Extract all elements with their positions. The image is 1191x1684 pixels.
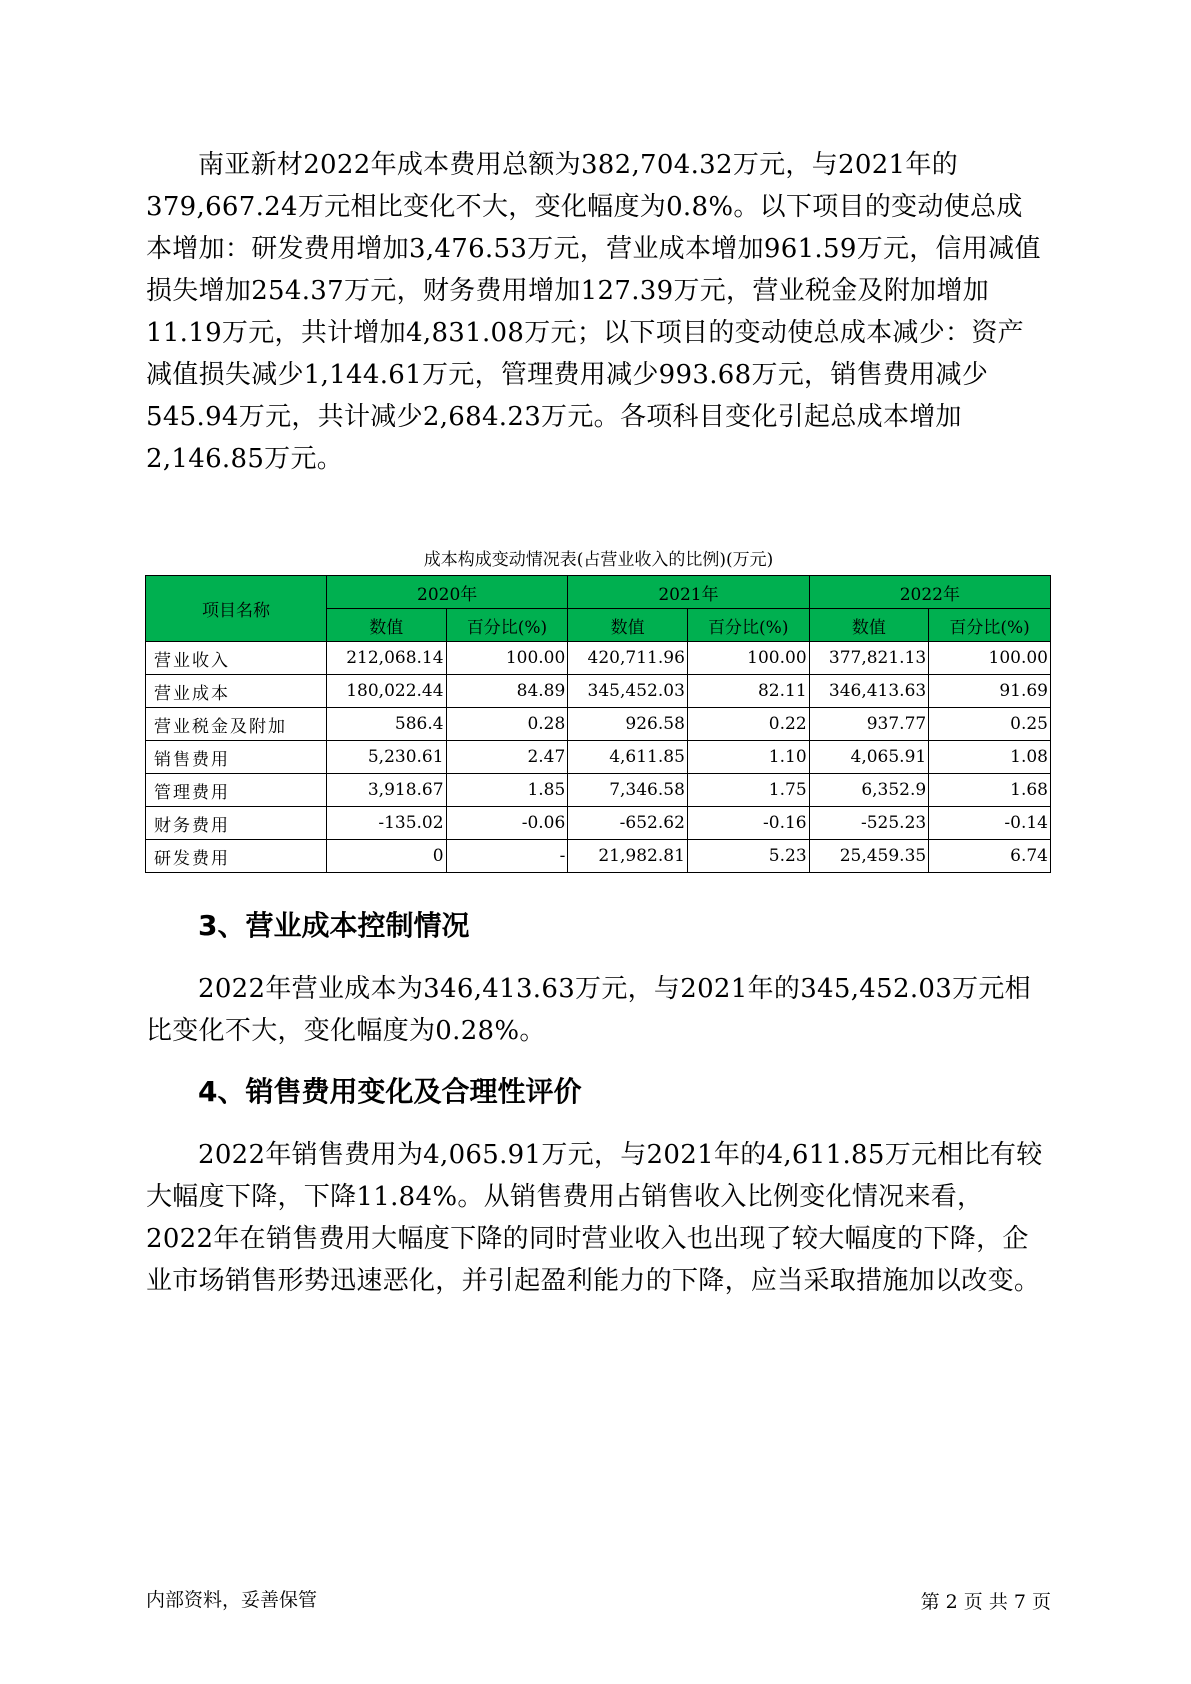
table-row [146, 807, 1051, 840]
paragraph-operating-cost: 2022年营业成本为346,413.63万元，与2021年的345,452.03万元相比变化不大，变化幅度为0.28%。 [146, 974, 1031, 1046]
section-heading-4: 4、销售费用变化及合理性评价 [198, 1075, 582, 1108]
cell-percent: 100.00 [687, 642, 809, 675]
cell-percent: -0.16 [687, 807, 809, 840]
cell-value: 7,346.58 [568, 774, 688, 807]
cell-value: 180,022.44 [326, 675, 446, 708]
cell-percent: 0.25 [929, 708, 1051, 741]
cell-percent: 0.28 [446, 708, 568, 741]
header-year-2022: 2022年 [809, 576, 1050, 609]
cell-value: 0 [326, 840, 446, 873]
cell-percent: 1.75 [687, 774, 809, 807]
row-item-name: 财务费用 [146, 807, 327, 840]
row-item-name: 营业成本 [146, 675, 327, 708]
table-row [146, 642, 1051, 675]
cell-value: 937.77 [809, 708, 929, 741]
header-percent: 百分比(%) [446, 609, 568, 642]
table-header-row-years [146, 576, 1051, 609]
cell-value: -525.23 [809, 807, 929, 840]
header-percent: 百分比(%) [929, 609, 1051, 642]
cell-value: 420,711.96 [568, 642, 688, 675]
cell-value: 212,068.14 [326, 642, 446, 675]
cell-percent: -0.06 [446, 807, 568, 840]
cell-value: 377,821.13 [809, 642, 929, 675]
header-year-2020: 2020年 [326, 576, 567, 609]
header-value: 数值 [568, 609, 688, 642]
header-year-2021: 2021年 [568, 576, 809, 609]
cell-percent: 82.11 [687, 675, 809, 708]
cell-percent: 100.00 [929, 642, 1051, 675]
cell-percent: 5.23 [687, 840, 809, 873]
cell-value: 5,230.61 [326, 741, 446, 774]
cell-percent: 0.22 [687, 708, 809, 741]
cell-value: 25,459.35 [809, 840, 929, 873]
cell-value: -135.02 [326, 807, 446, 840]
cell-percent: 100.00 [446, 642, 568, 675]
table-row [146, 741, 1051, 774]
table-body [146, 642, 1051, 873]
cell-value: 21,982.81 [568, 840, 688, 873]
row-item-name: 研发费用 [146, 840, 327, 873]
table-caption: 成本构成变动情况表(占营业收入的比例)(万元) [423, 550, 774, 570]
cost-structure-table [145, 575, 1051, 873]
cell-percent: 1.85 [446, 774, 568, 807]
cell-percent: 6.74 [929, 840, 1051, 873]
cell-value: 346,413.63 [809, 675, 929, 708]
cell-value: 345,452.03 [568, 675, 688, 708]
cell-percent: - [446, 840, 568, 873]
cell-value: 926.58 [568, 708, 688, 741]
header-value: 数值 [326, 609, 446, 642]
cell-percent: 1.10 [687, 741, 809, 774]
table-row [146, 840, 1051, 873]
cell-percent: 84.89 [446, 675, 568, 708]
cell-percent: 91.69 [929, 675, 1051, 708]
cell-percent: -0.14 [929, 807, 1051, 840]
cell-percent: 1.08 [929, 741, 1051, 774]
header-item-name: 项目名称 [146, 576, 327, 642]
cell-value: 586.4 [326, 708, 446, 741]
footer-page-number: 第 2 页 共 7 页 [920, 1591, 1051, 1613]
cell-value: 4,611.85 [568, 741, 688, 774]
paragraph-cost-summary: 南亚新材2022年成本费用总额为382,704.32万元，与2021年的379,667.24万元相比变化不大，变化幅度为0.8%。以下项目的变动使总成本增加：研发费用增加3,476.53万元，营业成本增加961.59万元，信用减值损失增加254.37万元，财务费用增加127.39万元，营业税金及附加增加11.19万元，共计增加4,831.08万元；以下项目的变动使总成本减少：资产减值损失减少1,144.61万元，管理费用减少993.68万元，销售费用减少545.94万元，共计减少2,684.23万元。各项科目变化引起总成本增加2,146.85万元。 [146, 150, 1041, 474]
header-value: 数值 [809, 609, 929, 642]
cell-percent: 1.68 [929, 774, 1051, 807]
paragraph-selling-expense: 2022年销售费用为4,065.91万元，与2021年的4,611.85万元相比有较大幅度下降，下降11.84%。从销售费用占销售收入比例变化情况来看，2022年在销售费用大幅度下降的同时营业收入也出现了较大幅度的下降，企业市场销售形势迅速恶化，并引起盈利能力的下降，应当采取措施加以改变。 [146, 1140, 1043, 1296]
row-item-name: 管理费用 [146, 774, 327, 807]
table-row [146, 774, 1051, 807]
section-heading-3: 3、营业成本控制情况 [198, 909, 470, 942]
row-item-name: 营业收入 [146, 642, 327, 675]
cell-value: 4,065.91 [809, 741, 929, 774]
table-row [146, 708, 1051, 741]
header-percent: 百分比(%) [687, 609, 809, 642]
footer-confidential-note: 内部资料，妥善保管 [146, 1589, 318, 1611]
cell-value: -652.62 [568, 807, 688, 840]
cell-percent: 2.47 [446, 741, 568, 774]
row-item-name: 销售费用 [146, 741, 327, 774]
row-item-name: 营业税金及附加 [146, 708, 327, 741]
cell-value: 6,352.9 [809, 774, 929, 807]
table-row [146, 675, 1051, 708]
cell-value: 3,918.67 [326, 774, 446, 807]
